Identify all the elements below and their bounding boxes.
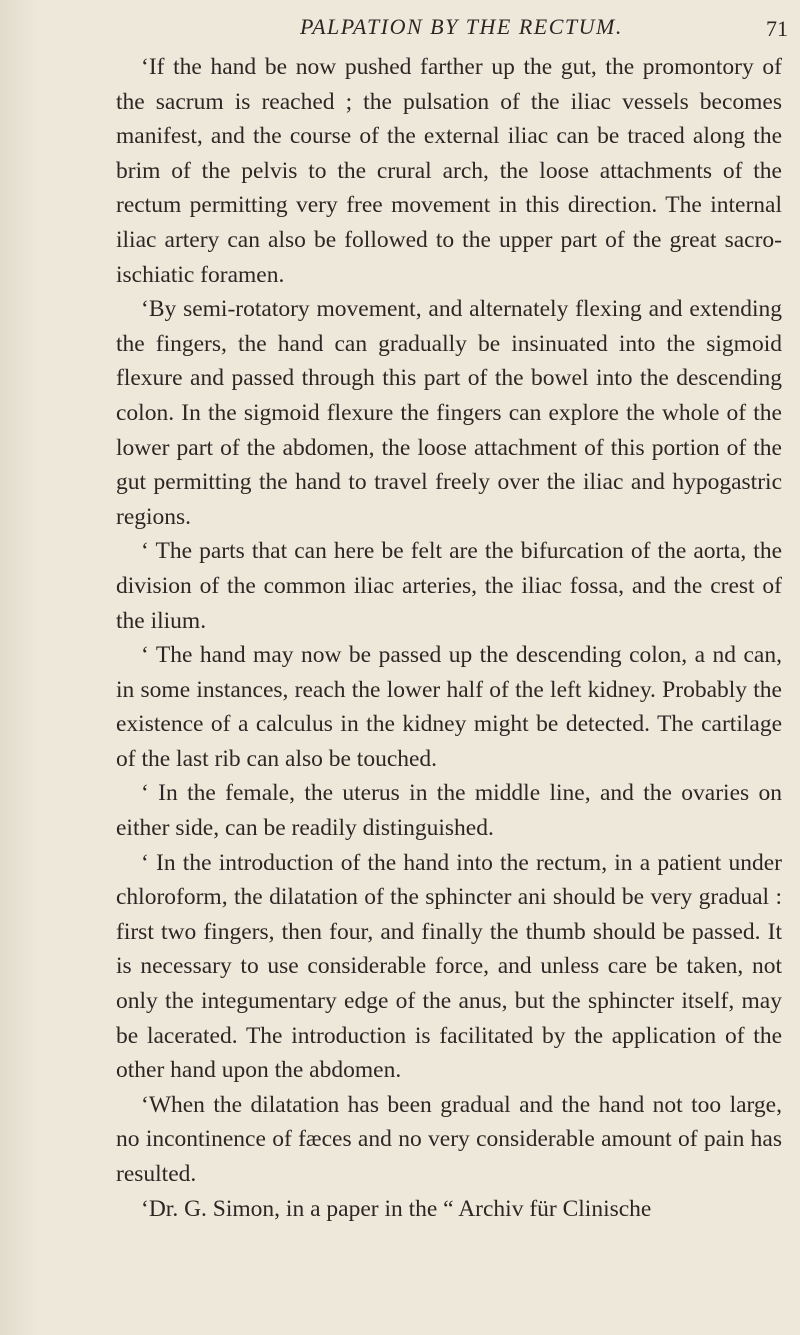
- paragraph: ‘By semi-rotatory movement, and alternately flexing and extending the fingers, the hand can gradually be insinuated into the sigmoid flexure and passed through this part of the bowel into the descending colon. In the sigmoid flexure the fingers can explore the whole of the lower part of the abdomen, the loose attachment of this portion of the gut permitting the hand to travel freely over the iliac and hypogastric regions.: [116, 296, 782, 530]
- paragraph: ‘When the dilatation has been gradual and the hand not too large, no incontinence of fæces and no very considerable amount of pain has resulted.: [116, 1091, 782, 1187]
- paragraph: ‘ The parts that can here be felt are the bifurcation of the aorta, the division of the common iliac arteries, the iliac fossa, and the crest of the ilium.: [116, 538, 782, 634]
- paragraph: ‘If the hand be now pushed farther up the gut, the promontory of the sacrum is reached ; the pulsation of the iliac vessels becomes manifest, and the course of the external iliac can be traced along the brim of the pelvis to the crural arch, the loose attachments of the rectum permitting very free movement in this direction. The internal iliac artery can also be followed to the upper part of the great sacro-ischiatic foramen.: [116, 54, 782, 288]
- paragraph: ‘ In the introduction of the hand into the rectum, in a patient under chloroform, the dilatation of the sphincter ani should be very gradual : first two fingers, then four, and finally the thumb should be passed. It is necessary to use considerable force, and unless care be taken, not only the integumentary edge of the anus, but the sphincter itself, may be lacerated. The introduction is facilitated by the application of the other hand upon the abdomen.: [116, 849, 782, 1084]
- running-title: PALPATION BY THE RECTUM.: [300, 14, 623, 39]
- paragraph: ‘ The hand may now be passed up the descending colon, a nd can, in some instances, reach the lower half of the left kidney. Probably the existence of a calculus in the kidney might be detected. The cartilage of the last rib can also be touched.: [116, 642, 782, 772]
- page-number: 71: [766, 16, 788, 41]
- paragraph: ‘ In the female, the uterus in the middle line, and the ovaries on either side, can be readily distinguished.: [116, 780, 782, 842]
- paragraph: ‘Dr. G. Simon, in a paper in the “ Archiv für Clinische: [141, 1195, 652, 1222]
- body-text: [116, 50, 782, 1226]
- running-head: [120, 8, 788, 44]
